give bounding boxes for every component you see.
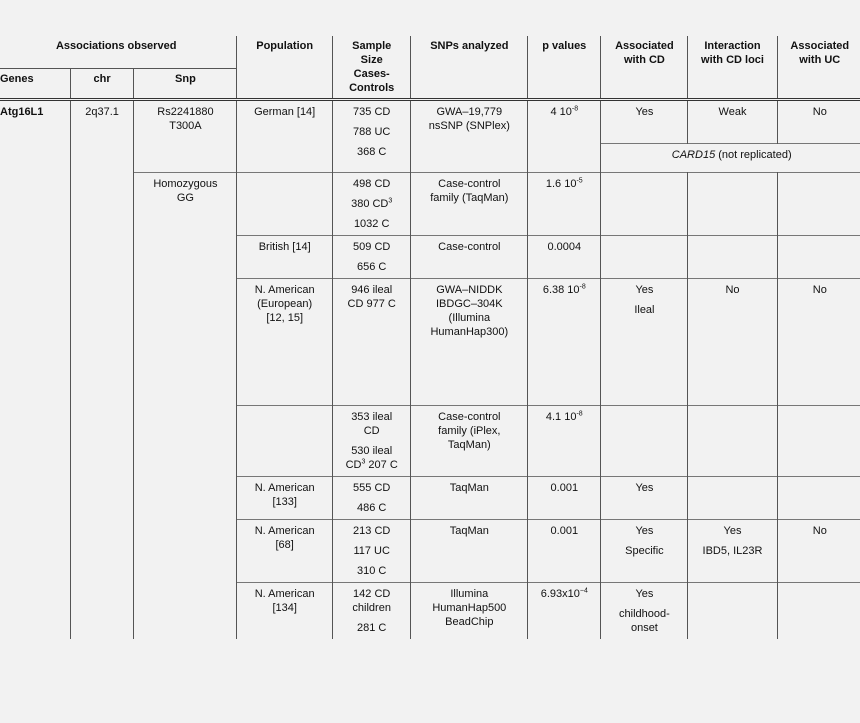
snps-analyzed-cell: Case-control family (TaqMan) [411,173,528,236]
gene-cell: Atg16L1 [0,100,70,640]
associations-table [0,36,860,639]
header-genes: Genes [0,69,70,100]
associated-uc-cell: No [777,279,860,406]
snps-analyzed-cell: GWA–19,779 nsSNP (SNPlex) [411,100,528,173]
header-associated-uc: Associated with UC [790,40,850,66]
sample-size-cell: 353 ileal CD 530 ileal $CD^3$ 207 C [332,406,411,477]
header-snp: Snp [134,69,237,100]
sample-size-cell: 213 CD 117 UC 310 C [332,520,411,583]
interaction-cell: Yes IBD5, IL23R [688,520,777,583]
population-cell: N. American [133] [237,477,333,520]
p-value-cell: 0.001 [528,477,601,520]
associated-cd-cell: Yes [601,100,688,144]
p-value-cell: 4.1 $10^{-8}$ [528,406,601,477]
population-cell [237,173,333,236]
population-cell: German [14] [237,100,333,173]
sample-size-cell: 946 ileal CD 977 C [332,279,411,406]
note-cell: CARD15 (not replicated) [601,144,860,173]
population-cell: N. American [134] [237,583,333,640]
sample-size-cell: 555 CD 486 C [332,477,411,520]
p-value-cell: 1.6 $10^{-5}$ [528,173,601,236]
snps-analyzed-cell: Illumina HumanHap500 BeadChip [411,583,528,640]
snps-analyzed-cell: Case-control [411,236,528,279]
sample-size-cell: 509 CD 656 C [332,236,411,279]
associated-cd-cell: Yes Specific [601,520,688,583]
snps-analyzed-cell: TaqMan [411,477,528,520]
header-associations-observed: Associations observed [0,36,237,69]
snp-cell: Homozygous GG [134,173,237,640]
p-value-cell: $6.93x10^{-4}$ [528,583,601,640]
sample-size-cell: 735 CD 788 UC 368 C [332,100,411,173]
snps-analyzed-cell: Case-control family (iPlex, TaqMan) [411,406,528,477]
p-value-cell: 6.38 $10^{-8}$ [528,279,601,406]
associated-uc-cell: No [777,100,860,144]
associated-cd-cell: Yes Ileal [601,279,688,406]
chr-cell: 2q37.1 [70,100,134,640]
header-associated-cd: Associated with CD [601,36,688,100]
sample-size-cell: 142 CD children 281 C [332,583,411,640]
population-cell: British [14] [237,236,333,279]
interaction-cell: Weak [688,100,777,144]
header-p-values: p values [528,36,601,100]
associated-uc-cell: No [777,520,860,583]
interaction-cell: No [688,279,777,406]
header-interaction: Interaction with CD loci [688,36,777,100]
p-value-cell: 4 $10^{-8}$ [528,100,601,173]
sample-size-cell: 498 CD 380 $CD^3$ 1032 C [332,173,411,236]
header-sample-size: Sample Size Cases- Controls [332,36,411,100]
header-chr: chr [70,69,134,100]
p-value-cell: 0.001 [528,520,601,583]
header-snps-analyzed: SNPs analyzed [411,36,528,100]
header-population: Population [237,36,333,100]
snps-analyzed-cell: TaqMan [411,520,528,583]
associated-cd-cell: Yes childhood- onset [601,583,688,640]
snps-analyzed-cell: GWA–NIDDK IBDGC–304K (Illumina HumanHap300) [411,279,528,406]
table-row [0,100,860,144]
associated-cd-cell: Yes [601,477,688,520]
population-cell: N. American (European) [12, 15] [237,279,333,406]
snp-cell: Rs2241880 T300A [134,100,237,173]
population-cell: N. American [68] [237,520,333,583]
population-cell [237,406,333,477]
p-value-cell: 0.0004 [528,236,601,279]
